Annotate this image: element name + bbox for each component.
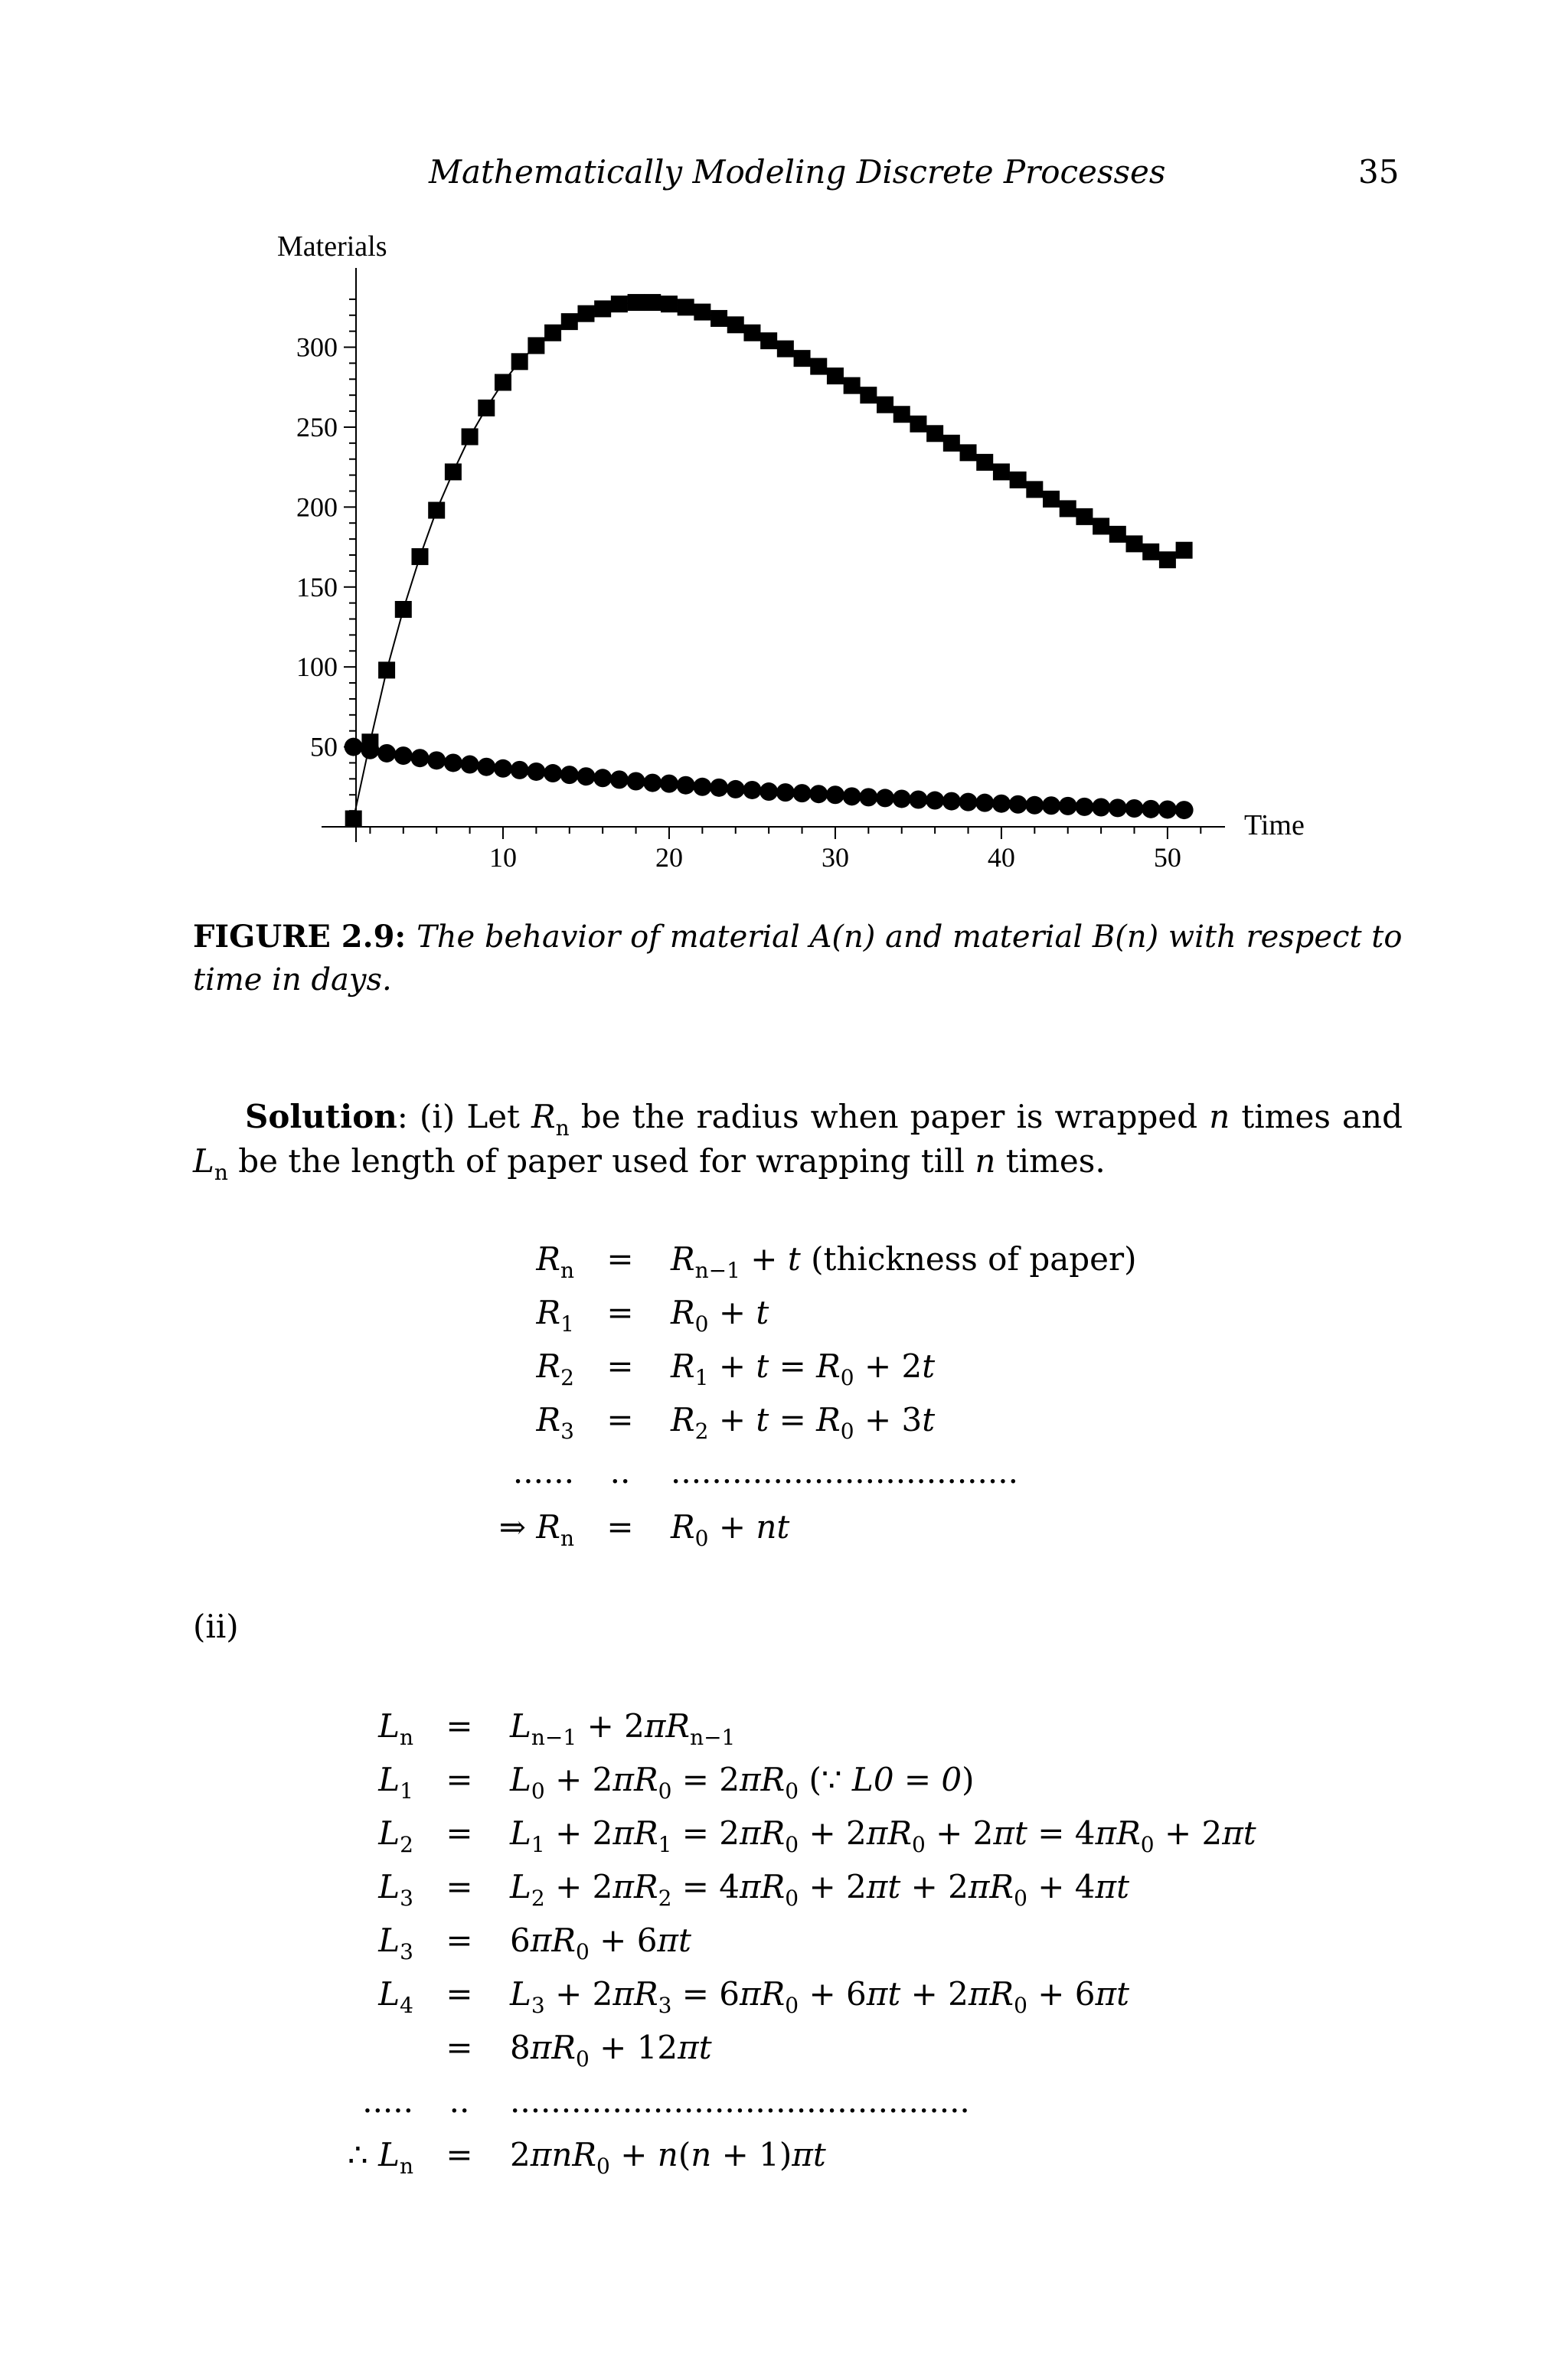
data-point-circle — [660, 775, 678, 793]
data-point-square — [777, 341, 794, 358]
data-point-circle — [1042, 796, 1060, 815]
solution-text-4: be the length of paper used for wrapping till — [238, 1142, 965, 1180]
data-point-square — [976, 454, 993, 471]
solution-text-5: times. — [1005, 1142, 1106, 1180]
data-point-circle — [843, 787, 861, 805]
data-point-circle — [942, 792, 961, 811]
page-number: 35 — [1358, 153, 1400, 191]
data-point-circle — [909, 791, 927, 809]
data-point-square — [1093, 518, 1109, 534]
x-tick-label: 30 — [821, 842, 849, 873]
data-point-square — [1109, 526, 1126, 543]
data-point-square — [1076, 508, 1093, 525]
x-tick-label: 20 — [655, 842, 683, 873]
data-point-circle — [427, 751, 446, 769]
data-point-circle — [793, 784, 812, 802]
data-point-circle — [610, 770, 629, 789]
data-point-circle — [693, 778, 711, 796]
data-point-circle — [743, 781, 761, 799]
data-point-square — [926, 425, 943, 442]
data-point-square — [1010, 472, 1027, 488]
solution-text-2: be the radius when paper is wrapped — [580, 1098, 1198, 1135]
data-point-circle — [893, 789, 911, 808]
data-point-square — [495, 374, 511, 390]
solution-text-1: Let — [466, 1098, 520, 1135]
data-point-square — [544, 325, 561, 341]
data-point-circle — [361, 741, 379, 759]
data-point-square — [478, 400, 495, 416]
data-point-square — [428, 502, 445, 519]
data-point-square — [1043, 491, 1060, 508]
data-point-square — [561, 313, 578, 330]
data-point-circle — [776, 783, 795, 802]
data-point-square — [760, 332, 777, 349]
data-point-circle — [643, 774, 662, 792]
data-point-circle — [859, 788, 877, 806]
y-tick-label: 50 — [310, 731, 338, 762]
data-point-square — [860, 387, 877, 403]
data-point-square — [1060, 500, 1076, 517]
solution-paragraph: Solution: (i) Let $R_n$ be the radius when paper is wrapped n times and $L_n$ be the length of paper used for wrapping till n times. — [193, 1098, 1403, 1185]
part-i-label: (i) — [420, 1098, 456, 1135]
figure-caption: FIGURE 2.9: The behavior of material A(n) and material B(n) with respect to time in days. — [193, 919, 1403, 998]
solution-text-3: times and — [1241, 1098, 1403, 1135]
y-tick-label: 250 — [296, 411, 338, 442]
data-point-circle — [544, 764, 562, 782]
data-point-square — [1126, 535, 1143, 552]
data-point-square — [960, 444, 977, 461]
data-point-circle — [1125, 799, 1144, 818]
data-point-circle — [394, 746, 413, 765]
data-point-circle — [511, 761, 529, 779]
data-point-square — [462, 428, 479, 445]
data-point-circle — [593, 769, 612, 787]
data-point-square — [528, 337, 544, 354]
y-tick-label: 300 — [296, 331, 338, 363]
data-point-circle — [1109, 798, 1127, 817]
data-point-circle — [461, 756, 479, 774]
data-point-square — [628, 294, 645, 311]
data-point-square — [844, 377, 861, 394]
data-point-square — [827, 367, 844, 384]
data-point-circle — [494, 759, 512, 778]
x-tick-label: 10 — [488, 842, 517, 873]
data-point-circle — [410, 749, 429, 767]
data-point-circle — [677, 776, 695, 795]
data-point-circle — [1158, 800, 1177, 818]
data-point-square — [378, 661, 395, 678]
data-point-square — [644, 294, 661, 311]
data-point-square — [1176, 542, 1193, 559]
data-point-circle — [710, 779, 728, 797]
data-point-circle — [1142, 800, 1160, 818]
running-header — [0, 153, 1568, 199]
data-point-square — [411, 548, 428, 565]
x-axis-label: Time — [1244, 809, 1305, 841]
chart-axes — [296, 268, 1225, 873]
running-title: Mathematically Modeling Discrete Processes — [429, 153, 1166, 191]
materials-time-chart — [260, 222, 1332, 880]
data-point-circle — [1092, 798, 1110, 817]
data-point-circle — [377, 744, 396, 762]
figure-caption-text: The behavior of material A(n) and material B(n) with respect to time in days. — [193, 919, 1403, 998]
y-tick-label: 100 — [296, 651, 338, 683]
figure-label: FIGURE 2.9 — [193, 919, 395, 955]
data-point-square — [943, 435, 960, 452]
data-point-square — [743, 325, 760, 341]
data-point-circle — [760, 782, 778, 801]
eq-rhs: $R_{n-1} + t$ (thickness of paper) — [671, 1240, 1137, 1283]
data-point-square — [395, 601, 412, 618]
data-point-square — [594, 300, 611, 317]
data-point-circle — [1075, 798, 1093, 816]
data-point-square — [993, 463, 1010, 480]
data-point-circle — [926, 792, 944, 810]
data-point-square — [1159, 551, 1176, 568]
data-point-circle — [959, 793, 978, 811]
data-point-circle — [1009, 795, 1027, 814]
y-tick-label: 200 — [296, 491, 338, 523]
data-point-square — [345, 811, 362, 828]
data-point-square — [893, 406, 910, 423]
data-point-circle — [1059, 797, 1077, 815]
y-tick-label: 150 — [296, 571, 338, 602]
data-point-square — [661, 296, 678, 312]
data-point-circle — [727, 780, 745, 798]
data-point-square — [810, 358, 827, 375]
data-point-square — [445, 463, 462, 480]
chart-series — [345, 294, 1194, 828]
series-line — [354, 302, 1184, 819]
x-tick-label: 50 — [1153, 842, 1181, 873]
data-point-circle — [975, 794, 994, 812]
data-point-circle — [444, 753, 462, 772]
length-note: L0 = 0 — [851, 1761, 962, 1798]
data-point-square — [1026, 481, 1043, 498]
data-point-square — [794, 350, 811, 367]
data-point-square — [577, 305, 594, 322]
data-point-square — [611, 296, 628, 312]
data-point-circle — [826, 785, 844, 804]
data-point-circle — [560, 766, 579, 784]
data-point-square — [1142, 544, 1159, 560]
data-point-circle — [577, 767, 595, 785]
part-ii-label: (ii) — [193, 1608, 239, 1645]
data-point-square — [877, 397, 893, 413]
data-point-square — [694, 304, 710, 321]
eq-lhs: $R_n$ — [536, 1240, 574, 1283]
radius-note: (thickness of paper) — [811, 1240, 1137, 1278]
data-point-circle — [876, 789, 894, 807]
data-point-circle — [627, 772, 645, 790]
data-point-circle — [1175, 801, 1194, 819]
data-point-circle — [1025, 796, 1044, 815]
x-tick-label: 40 — [987, 842, 1015, 873]
data-point-circle — [477, 758, 495, 776]
data-point-square — [727, 316, 744, 333]
data-point-circle — [809, 785, 828, 803]
data-point-circle — [527, 762, 545, 781]
data-point-square — [910, 416, 926, 433]
data-point-square — [710, 310, 727, 327]
solution-lead: Solution — [245, 1098, 397, 1135]
data-point-square — [511, 353, 528, 370]
data-point-circle — [992, 795, 1011, 813]
data-point-square — [678, 299, 694, 315]
data-point-circle — [345, 738, 363, 756]
y-axis-label: Materials — [277, 230, 387, 263]
